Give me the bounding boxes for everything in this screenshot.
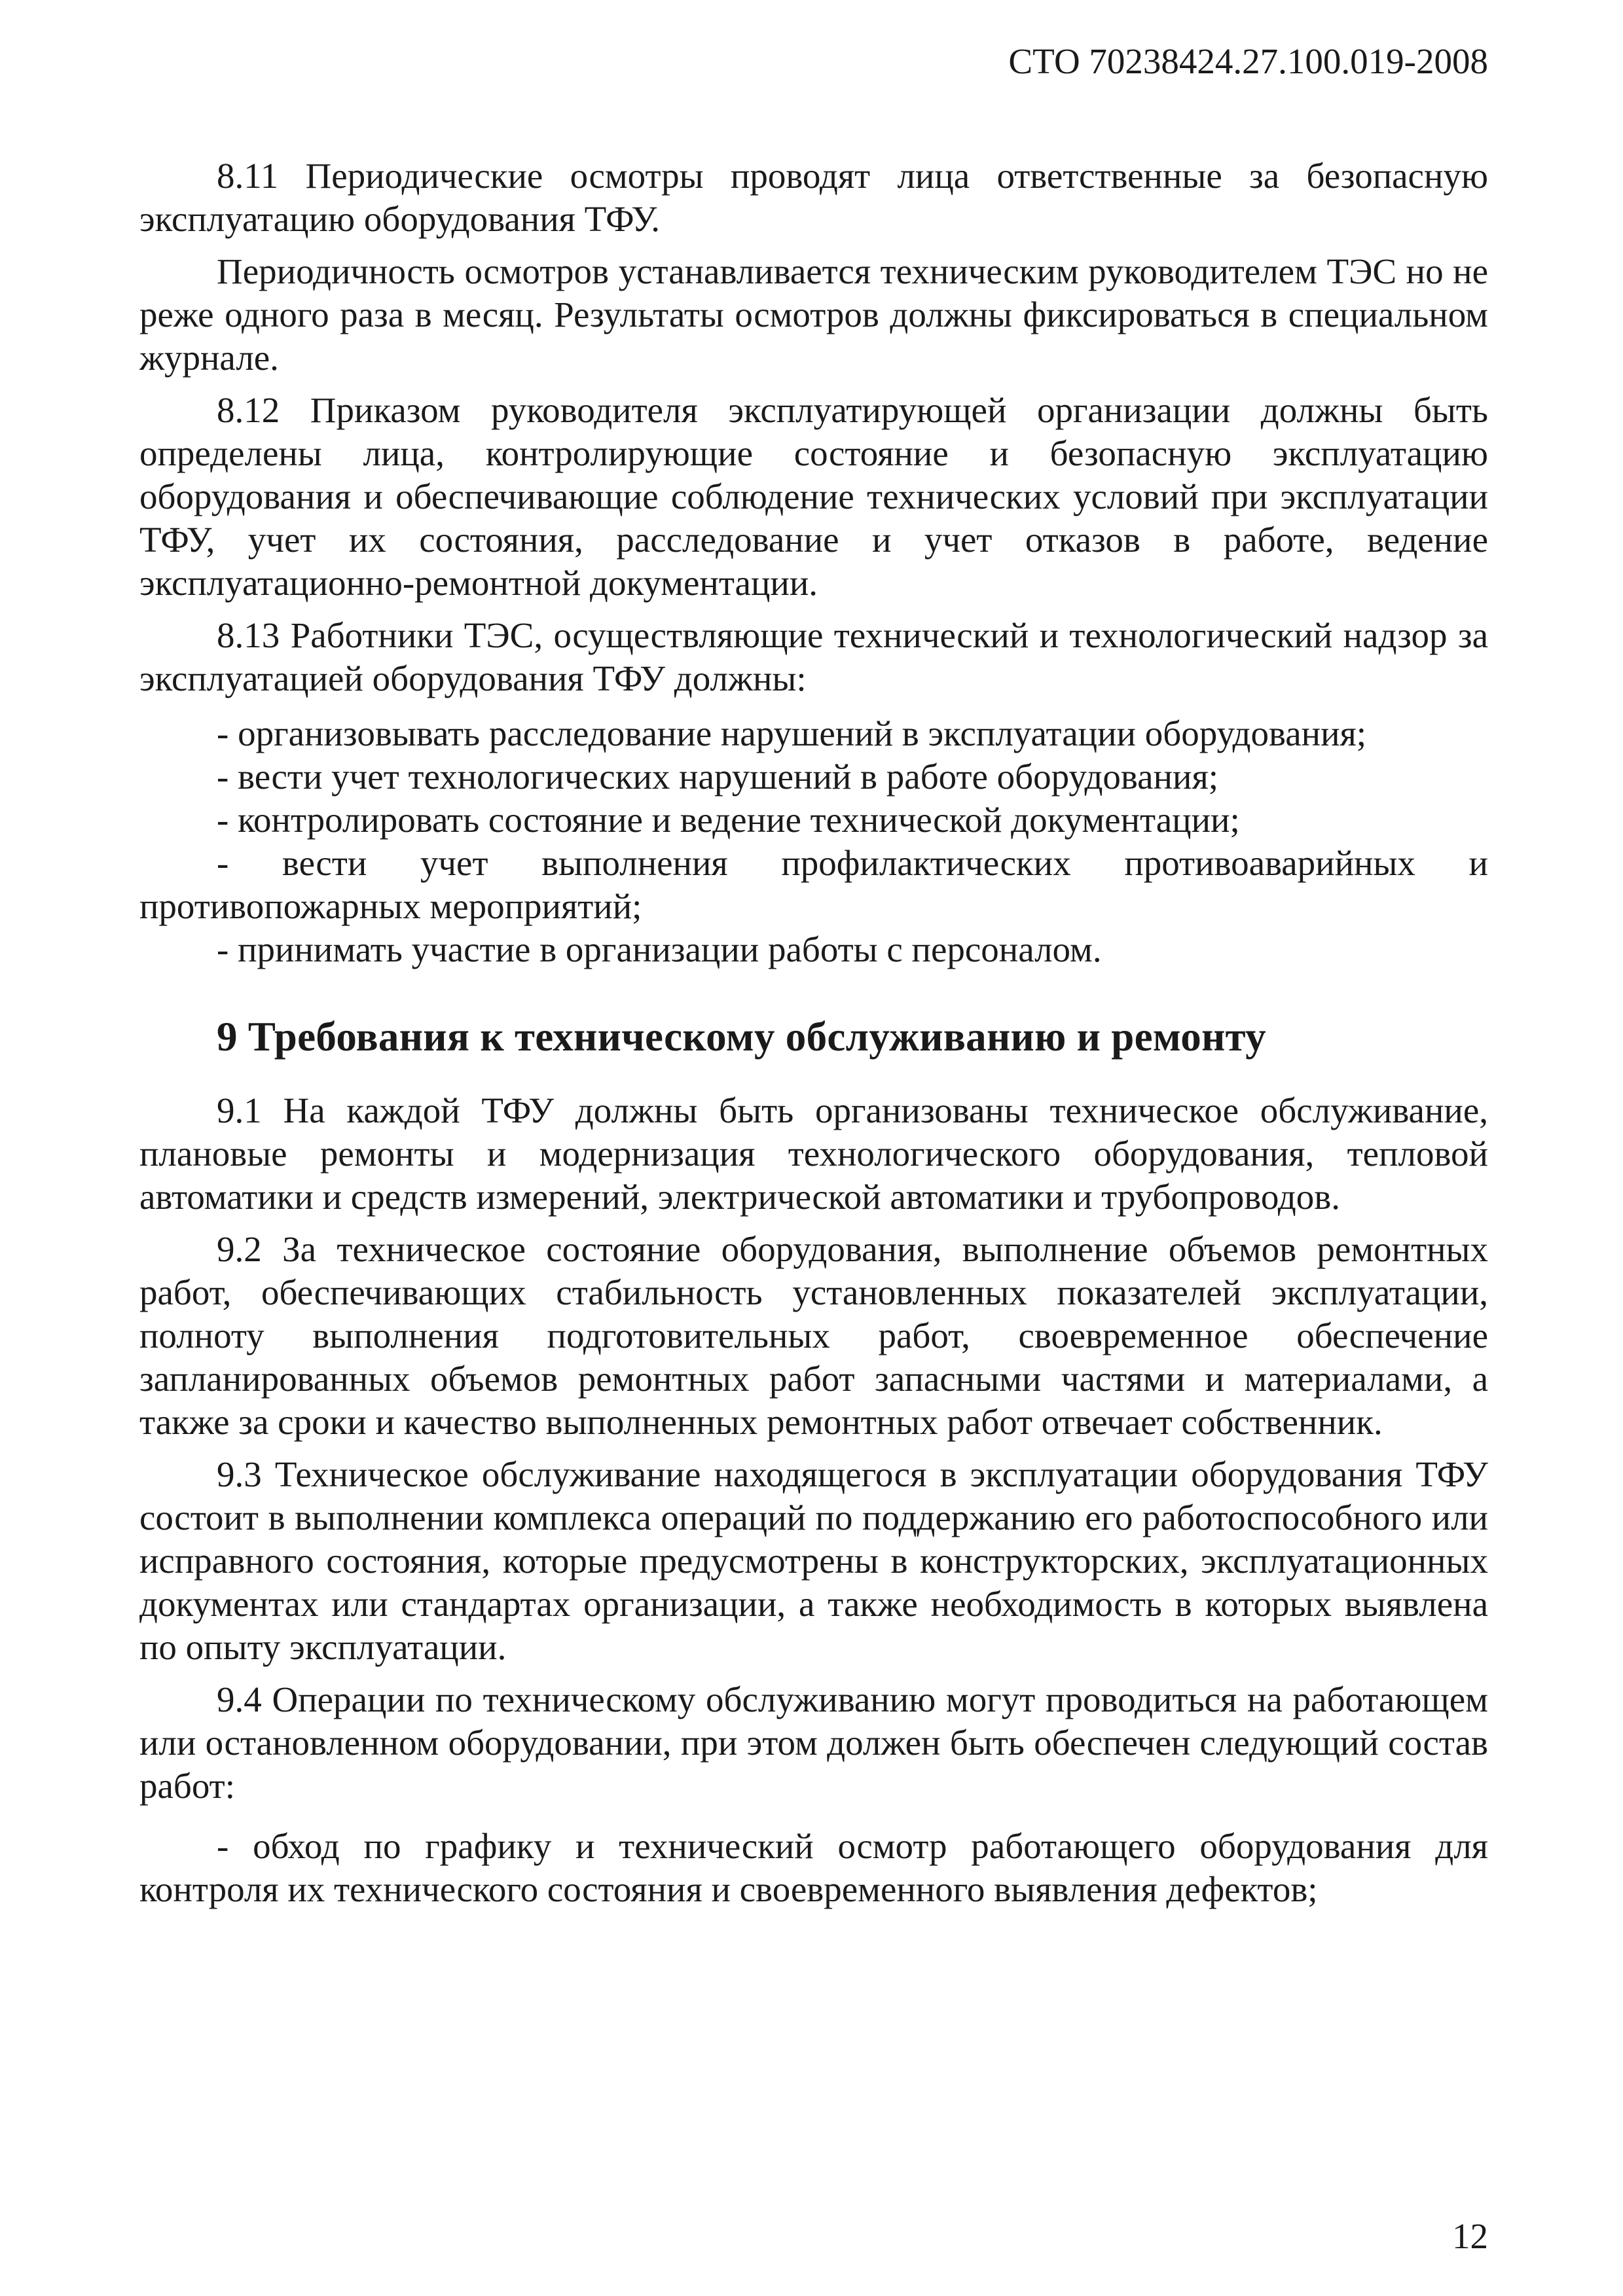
duties-list xyxy=(139,712,1488,971)
paragraph-9-2: 9.2 За техническое состояние оборудования, выполнение объемов ремонтных работ, обеспечивающих стабильность установленных показателей эксплуатации, полноту выполнения подготовительных работ, своевременное обеспечение запланированных объемов ремонтных работ запасными частями и материалами, а также за сроки и качество выполненных ремонтных работ отвечает собственник. xyxy=(139,1229,1488,1442)
paragraph-8-11-periodicity: Периодичность осмотров устанавливается техническим руководителем ТЭС но не реже одного раза в месяц. Результаты осмотров должны фиксироваться в специальном журнале. xyxy=(139,251,1488,378)
list-item: - организовывать расследование нарушений в эксплуатации оборудования; xyxy=(139,712,1488,755)
paragraph-8-12: 8.12 Приказом руководителя эксплуатирующей организации должны быть определены лица, контролирующие состояние и безопасную эксплуатацию оборудования и обеспечивающие соблюдение технических условий при эксплуатации ТФУ, учет их состояния, расследование и учет отказов в работе, ведение эксплуатационно-ремонтной документации. xyxy=(139,390,1488,603)
document-code-header: СТО 70238424.27.100.019-2008 xyxy=(1008,41,1488,81)
list-item: - контролировать состояние и ведение технической документации; xyxy=(139,798,1488,842)
paragraph-9-1: 9.1 На каждой ТФУ должны быть организованы техническое обслуживание, плановые ремонты и модернизация технологического оборудования, тепловой автоматики и средств измерений, электрической автоматики и трубопроводов. xyxy=(139,1090,1488,1217)
paragraph-9-4: 9.4 Операции по техническому обслуживанию могут проводиться на работающем или остановленном оборудовании, при этом должен быть обеспечен следующий состав работ: xyxy=(139,1679,1488,1806)
list-item: - вести учет выполнения профилактических противоаварийных и противопожарных мероприятий; xyxy=(139,842,1488,928)
paragraph-8-11: 8.11 Периодические осмотры проводят лица ответственные за безопасную эксплуатацию оборудования ТФУ. xyxy=(139,156,1488,239)
list-item: - обход по графику и технический осмотр работающего оборудования для контроля их технического состояния и своевременного выявления дефектов; xyxy=(139,1825,1488,1911)
list-item: - вести учет технологических нарушений в работе оборудования; xyxy=(139,755,1488,798)
maintenance-works-list xyxy=(139,1825,1488,1911)
document-page xyxy=(139,0,1488,2296)
paragraph-8-13: 8.13 Работники ТЭС, осуществляющие технический и технологический надзор за эксплуатацией оборудования ТФУ должны: xyxy=(139,615,1488,698)
document-body xyxy=(139,154,1488,1911)
paragraph-9-3: 9.3 Техническое обслуживание находящегося в эксплуатации оборудования ТФУ состоит в выполнении комплекса операций по поддержанию его работоспособного или исправного состояния, которые предусмотрены в конструкторских, эксплуатационных документах или стандартах организации, а также необходимость в которых выявлена по опыту эксплуатации. xyxy=(139,1454,1488,1667)
list-item: - принимать участие в организации работы с персоналом. xyxy=(139,928,1488,971)
section-9-heading: 9 Требования к техническому обслуживанию и ремонту xyxy=(217,1014,1266,1060)
page-number: 12 xyxy=(1452,2216,1488,2256)
